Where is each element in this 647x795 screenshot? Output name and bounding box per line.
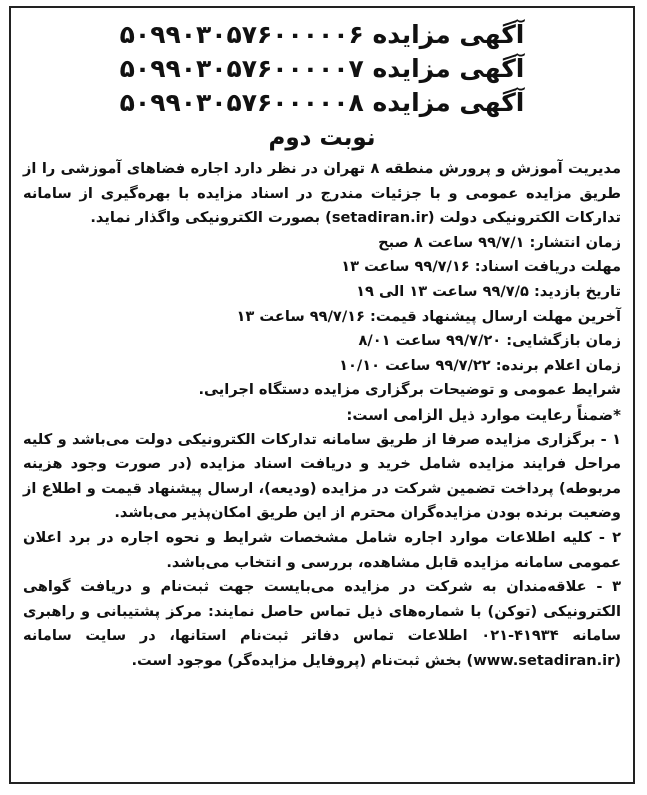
schedule-opening-time: زمان بازگشایی: ۹۹/۷/۲۰ ساعت ۸/۰۱ <box>358 332 621 350</box>
condition-item-1: ۱ - برگزاری مزایده صرفا از طریق سامانه تدارکات الکترونیکی دولت می‌باشد و کلیه مراحل فرایند مزایده شامل خرید و دریافت اسناد مزایده (در صورت وجود هزینه مربوطه) پرداخت تضمین شرکت در مزایده (ودیعه)، ارسال پیشنهاد قیمت و اطلاع از وضعیت برنده بودن مزایده‌گران محترم از این طریق امکان‌پذیر می‌باشد. <box>23 430 621 522</box>
intro-paragraph: مدیریت آموزش و پرورش منطقه ۸ تهران در نظر دارد اجاره فضاهای آموزشی را از طریق مزایده عمومی و با جزئیات مندرج در اسناد مزایده با بهره‌گیری از سامانه تدارکات الکترونیکی دولت (setadiran.ir) بصورت الکترونیکی واگذار نماید. <box>23 160 622 227</box>
notice-body <box>23 157 621 673</box>
auction-title-2: آگهی مزایده ۵۰۹۹۰۳۰۵۷۶۰۰۰۰۰۷ <box>119 54 525 83</box>
schedule-bid-deadline: آخرین مهلت ارسال پیشنهاد قیمت: ۹۹/۷/۱۶ ساعت ۱۳ <box>236 307 621 325</box>
auction-notice <box>9 6 635 784</box>
schedule-list <box>23 231 621 403</box>
schedule-winner-announcement: زمان اعلام برنده: ۹۹/۷/۲۲ ساعت ۱۰/۱۰ <box>339 356 621 374</box>
round-label: نوبت دوم <box>268 125 376 151</box>
schedule-publish-time: زمان انتشار: ۹۹/۷/۱ ساعت ۸ صبح <box>378 233 621 251</box>
notice-titles <box>23 18 621 120</box>
schedule-document-deadline: مهلت دریافت اسناد: ۹۹/۷/۱۶ ساعت ۱۳ <box>341 258 621 276</box>
schedule-visit-date: تاریخ بازدید: ۹۹/۷/۵ ساعت ۱۳ الی ۱۹ <box>356 282 621 300</box>
note-heading: *ضمناً رعایت موارد ذیل الزامی است: <box>346 405 621 424</box>
condition-item-2: ۲ - کلیه اطلاعات موارد اجاره شامل مشخصات شرایط و نحوه اجاره در برد اعلان عمومی سامانه مزایده قابل مشاهده، بررسی و انتخاب می‌باشد. <box>23 528 621 571</box>
condition-item-3: ۳ - علاقه‌مندان به شرکت در مزایده می‌بایست جهت ثبت‌نام و دریافت گواهی الکترونیکی (توکن) با شماره‌های ذیل تماس حاصل نمایند: مرکز پشتیبانی و راهبری سامانه ۴۱۹۳۴-۰۲۱ اطلاعات تماس دفاتر ثبت‌نام استانها، در سایت سامانه (www.setadiran.ir) بخش ثبت‌نام (پروفایل مزایده‌گر) موجود است. <box>23 578 621 669</box>
schedule-general-conditions: شرایط عمومی و توضیحات برگزاری مزایده دستگاه اجرایی. <box>198 381 621 399</box>
auction-title-3: آگهی مزایده ۵۰۹۹۰۳۰۵۷۶۰۰۰۰۰۸ <box>119 88 525 117</box>
auction-title-1: آگهی مزایده ۵۰۹۹۰۳۰۵۷۶۰۰۰۰۰۶ <box>119 20 525 49</box>
